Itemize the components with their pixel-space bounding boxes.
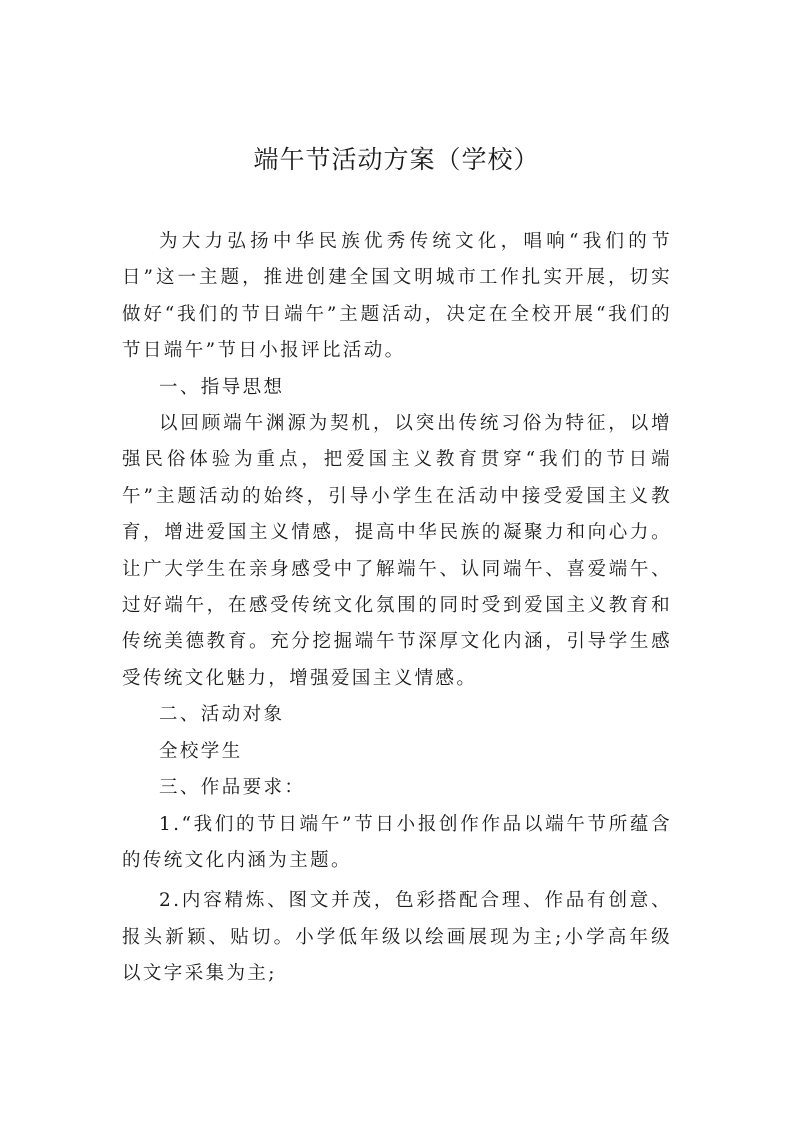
requirement-item-2: 2.内容精炼、图文并茂，色彩搭配合理、作品有创意、报头新颖、贴切。小学低年级以绘画展现为主;小学高年级以文字采集为主; [122,890,672,985]
document-body [122,224,672,993]
activity-target-paragraph: 全校学生 [159,740,243,762]
requirement-item-1: 1.“我们的节日端午”节日小报创作作品以端午节所蕴含的传统文化内涵为主题。 [122,813,672,871]
section-heading-activity-target: 二、活动对象 [159,704,285,726]
guiding-ideology-paragraph: 以回顾端午渊源为契机，以突出传统习俗为特征，以增强民俗体验为重点，把爱国主义教育贯穿“我们的节日端午”主题活动的始终，引导小学生在活动中接受爱国主义教育，增进爱国主义情感，提高中华民族的凝聚力和向心力。让广大学生在亲身感受中了解端午、认同端午、喜爱端午、过好端午，在感受传统文化氛围的同时受到爱国主义教育和传统美德教育。充分挖掘端午节深厚文化内涵，引导学生感受传统文化魅力，增强爱国主义情感。 [122,413,672,689]
section-heading-work-requirements: 三、作品要求： [159,777,306,799]
section-heading-guiding-ideology: 一、指导思想 [159,376,285,398]
document-title: 端午节活动方案（学校） [253,145,540,174]
intro-paragraph: 为大力弘扬中华民族优秀传统文化，唱响“我们的节日”这一主题，推进创建全国文明城市工作扎实开展，切实做好“我们的节日端午”主题活动，决定在全校开展“我们的节日端午”节日小报评比活动。 [122,231,672,362]
